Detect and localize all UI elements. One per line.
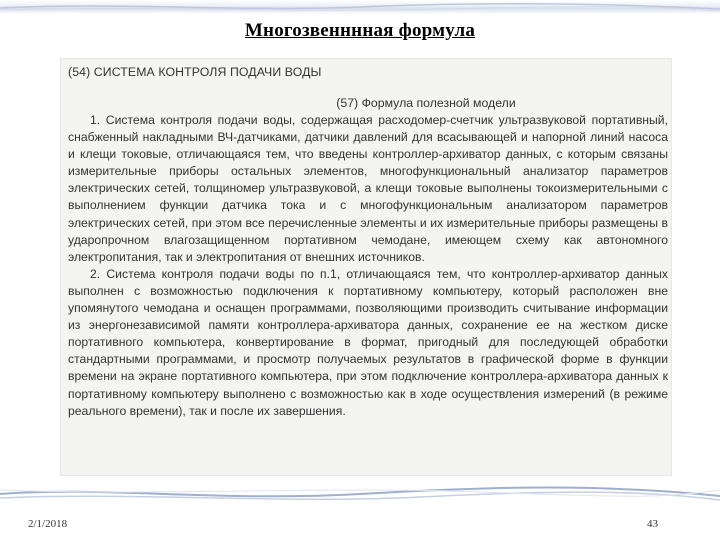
patent-document-scan	[60, 58, 672, 476]
document-header: (54) СИСТЕМА КОНТРОЛЯ ПОДАЧИ ВОДЫ	[68, 65, 322, 79]
bottom-decorative-band	[0, 482, 720, 506]
slide-title: Многозвенннная формула	[244, 20, 476, 41]
document-body	[68, 112, 668, 420]
slide-date: 2/1/2018	[28, 518, 68, 530]
slide-page-number: 43	[647, 518, 658, 530]
claim-paragraph: 2. Система контроля подачи воды по п.1, отличающаяся тем, что контроллер-архиватор данных выполнен с возможностью подключения к портативному компьютеру, который расположен вне упомянутого чемодана и оснащен программами, позволяющими производить считывание информации из энергонезависимой памяти контроллера-архиватора данных, сохранение ее на жестком диске портативного компьютера, конвертирование в формат, пригодный для последующей обработки стандартными программами, и просмотр получаемых результатов в графической форме в функции времени на экране портативного компьютера, при этом подключение контроллера-архиватора данных к портативному компьютеру выполнено с возможностью как в ходе осуществления измерений (в режиме реального времени), так и после их завершения.	[68, 266, 668, 418]
top-decorative-band	[0, 0, 720, 14]
document-subheader: (57) Формула полезной модели	[336, 96, 516, 110]
claim-paragraph: 1. Система контроля подачи воды, содержащая расходомер-счетчик ультразвуковой портативный, снабженный накладными ВЧ-датчиками, датчики давлений для всасывающей и напорной линий насоса и клещи токовые, отличающаяся тем, что введены контроллер-архиватор данных, с которым связаны измерительные приборы остальных элементов, многофункциональный анализатор параметров электрических сетей, толщиномер ультразвуковой, а клещи токовые выполнены токоизмерительными с выполнением функции датчика тока и с многофункциональным анализатором параметров электрических сетей, при этом все перечисленные элементы и их измерительные приборы размещены в ударопрочном влагозащищенном портативном чемодане, имеющем схему как автономного электропитания, так и электропитания от внешних источников.	[68, 113, 668, 264]
bottom-wave-decoration	[0, 482, 720, 506]
top-wave-decoration	[0, 0, 720, 14]
